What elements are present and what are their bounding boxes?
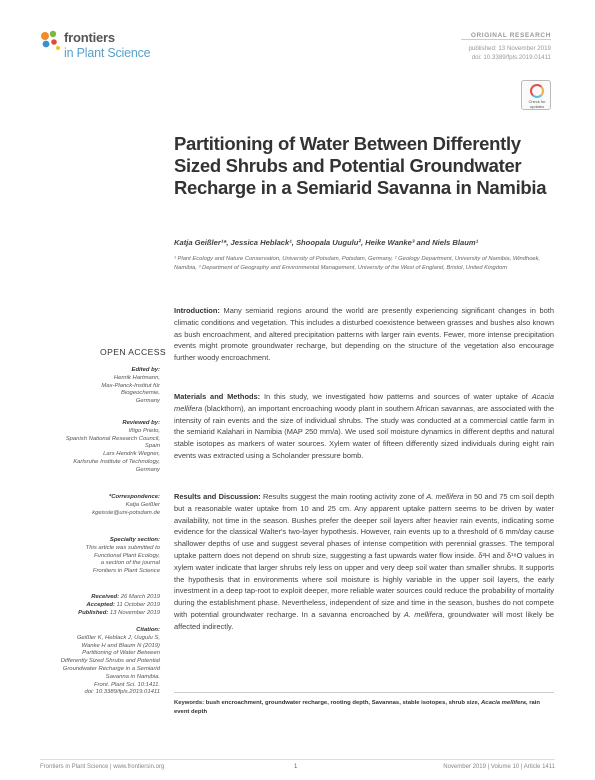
- reviewed-by-heading: Reviewed by:: [122, 420, 160, 426]
- page-number: 1: [294, 764, 298, 770]
- update-icon: [530, 84, 544, 98]
- citation-block: Citation: Geißler K, Heblack J, Uugulu S, Wanke H and Blaum N (2019) Partitioning of Water Between Differently Sized Shrubs and Potential Groundwater Recharge in a Semiarid Savanna in Namibia. Front. Plant Sci. 10:1411. doi: 10.3389/fpls.2019.01411: [40, 627, 160, 697]
- specialty-heading: Specialty section:: [109, 537, 160, 543]
- logo-journal-name: in Plant Science: [64, 46, 151, 60]
- meta-divider: [461, 39, 551, 40]
- badge-label: Check for updates: [528, 99, 546, 109]
- article-title: Partitioning of Water Between Differently Sized Shrubs and Potential Groundwater Recharge in a Semiarid Savanna in Namibia: [174, 133, 547, 198]
- keywords: Keywords: bush encroachment, groundwater recharge, rooting depth, Savannas, stable isotopes, shrub size, Acacia mellifera, rain event depth: [174, 700, 540, 715]
- open-access-label: OPEN ACCESS: [99, 347, 166, 357]
- correspondence-heading: *Correspondence:: [108, 494, 160, 500]
- edited-by-block: Edited by: Henrik Hartmann, Max-Planck-Institut für Biogeochemie, Germany: [40, 367, 160, 406]
- citation-doi[interactable]: doi: 10.3389/fpls.2019.01411: [84, 689, 160, 696]
- frontiers-logo[interactable]: [38, 24, 168, 68]
- article-meta: [468, 32, 551, 62]
- dates-block: Received: 26 March 2019 Accepted: 11 October 2019 Published: 13 November 2019: [78, 594, 160, 616]
- article-type: ORIGINAL RESEARCH: [470, 32, 551, 39]
- author-list: Katja Geißler¹*, Jessica Heblack¹, Shoopala Uugulu², Heike Wanke³ and Niels Blaum¹: [174, 238, 479, 247]
- abstract-results: Results and Discussion: Results suggest the main rooting activity zone of A. mellifera in 50 and 75 cm soil depth but a reasonable water uptake from 10 and 25 cm. Any apparent uptake pattern seems to be driven by water availability, not time in the season. Bushes prefer the deeper soil layers after heavier rain events, indicating some evidence for the classical Walter's two-layer hypothesis. However, rain events up to a threshold of 6 mm/day cause shallower depths of use and suggest several phases of intense competition with perennial grasses. The temporal uptake pattern does not depend on shrub size, suggesting a fast upwards water flow inside. δ²H and δ¹⁸O values in xylem water indicate that larger shrubs rely less on upper and very deep soil water than smaller shrubs. It supports the hypothesis that in environments where soil moisture is highly variable in the upper soil layers, the early investment in a deep tap-root to exploit deeper, more reliable water sources could reduce the probability of mortality during the establishment phase. Nevertheless, independent of size and time in the season, bushes do not compete with potential groundwater recharge. In a savanna encroached by A. mellifera, groundwater will most likely be affected indirectly.: [174, 492, 554, 631]
- footer-divider: [40, 759, 555, 760]
- affiliations: ¹ Plant Ecology and Nature Conservation, University of Potsdam, Potsdam, Germany, ² Geology Department, University of Namibia, Windhoek, Namibia, ³ Department of Geography and Environmental Management, University of the West of England, Bristol, United Kingdom: [174, 256, 541, 271]
- footer-journal-link[interactable]: Frontiers in Plant Science | www.frontiersin.org: [40, 764, 165, 770]
- edited-by-heading: Edited by:: [131, 367, 160, 373]
- specialty-section-block: Specialty section: This article was submitted to Functional Plant Ecology, a section of the journal Frontiers in Plant Science: [40, 537, 160, 576]
- frontiers-logo-icon: [38, 28, 62, 52]
- keywords-divider: [174, 692, 554, 693]
- doi[interactable]: doi: 10.3389/fpls.2019.01411: [471, 54, 551, 61]
- abstract-methods: Materials and Methods: In this study, we investigated how patterns and sources of water uptake of Acacia mellifera (blackthorn), an important encroaching woody plant in southern African savannas, are associated with the intensity of rain events and the size of individual shrubs. The study was conducted at a commercial cattle farm in the semiarid Kalahari in Namibia (MAP 250 mm/a). We used soil moisture dynamics in different depths and natural stable isotopes as markers of water sources. Xylem water of fifteen differently sized individuals during eight rain events was extracted using a Scholander pressure bomb.: [174, 392, 555, 460]
- logo-wordmark: frontiers: [64, 30, 115, 45]
- published-date: published: 13 November 2019: [468, 45, 551, 52]
- reviewed-by-block: Reviewed by: Iñigo Prieto, Spanish National Research Council, Spain Lars Hendrik Wegner, Karlsruhe Institute of Technology, Germany: [40, 420, 160, 475]
- abstract-introduction: Introduction: Many semiarid regions around the world are presently experiencing significant changes in both climatic conditions and vegetation. This includes a disturbed coexistence between grasses and bushes also known as bush encroachment, and altered precipitation patterns with larger rain events. Fewer, more intense precipitation events might promote groundwater recharge, but depending on the structure of the vegetation also encourage further woody encroachment.: [174, 306, 554, 363]
- correspondence-email[interactable]: kgeissle@uni-potsdam.de: [92, 509, 160, 516]
- footer-issue-info: November 2019 | Volume 10 | Article 1411: [443, 764, 555, 770]
- correspondence-block: *Correspondence: Katja Geißler kgeissle@uni-potsdam.de: [40, 494, 160, 517]
- citation-heading: Citation:: [136, 627, 160, 633]
- check-for-updates-badge[interactable]: [521, 80, 551, 110]
